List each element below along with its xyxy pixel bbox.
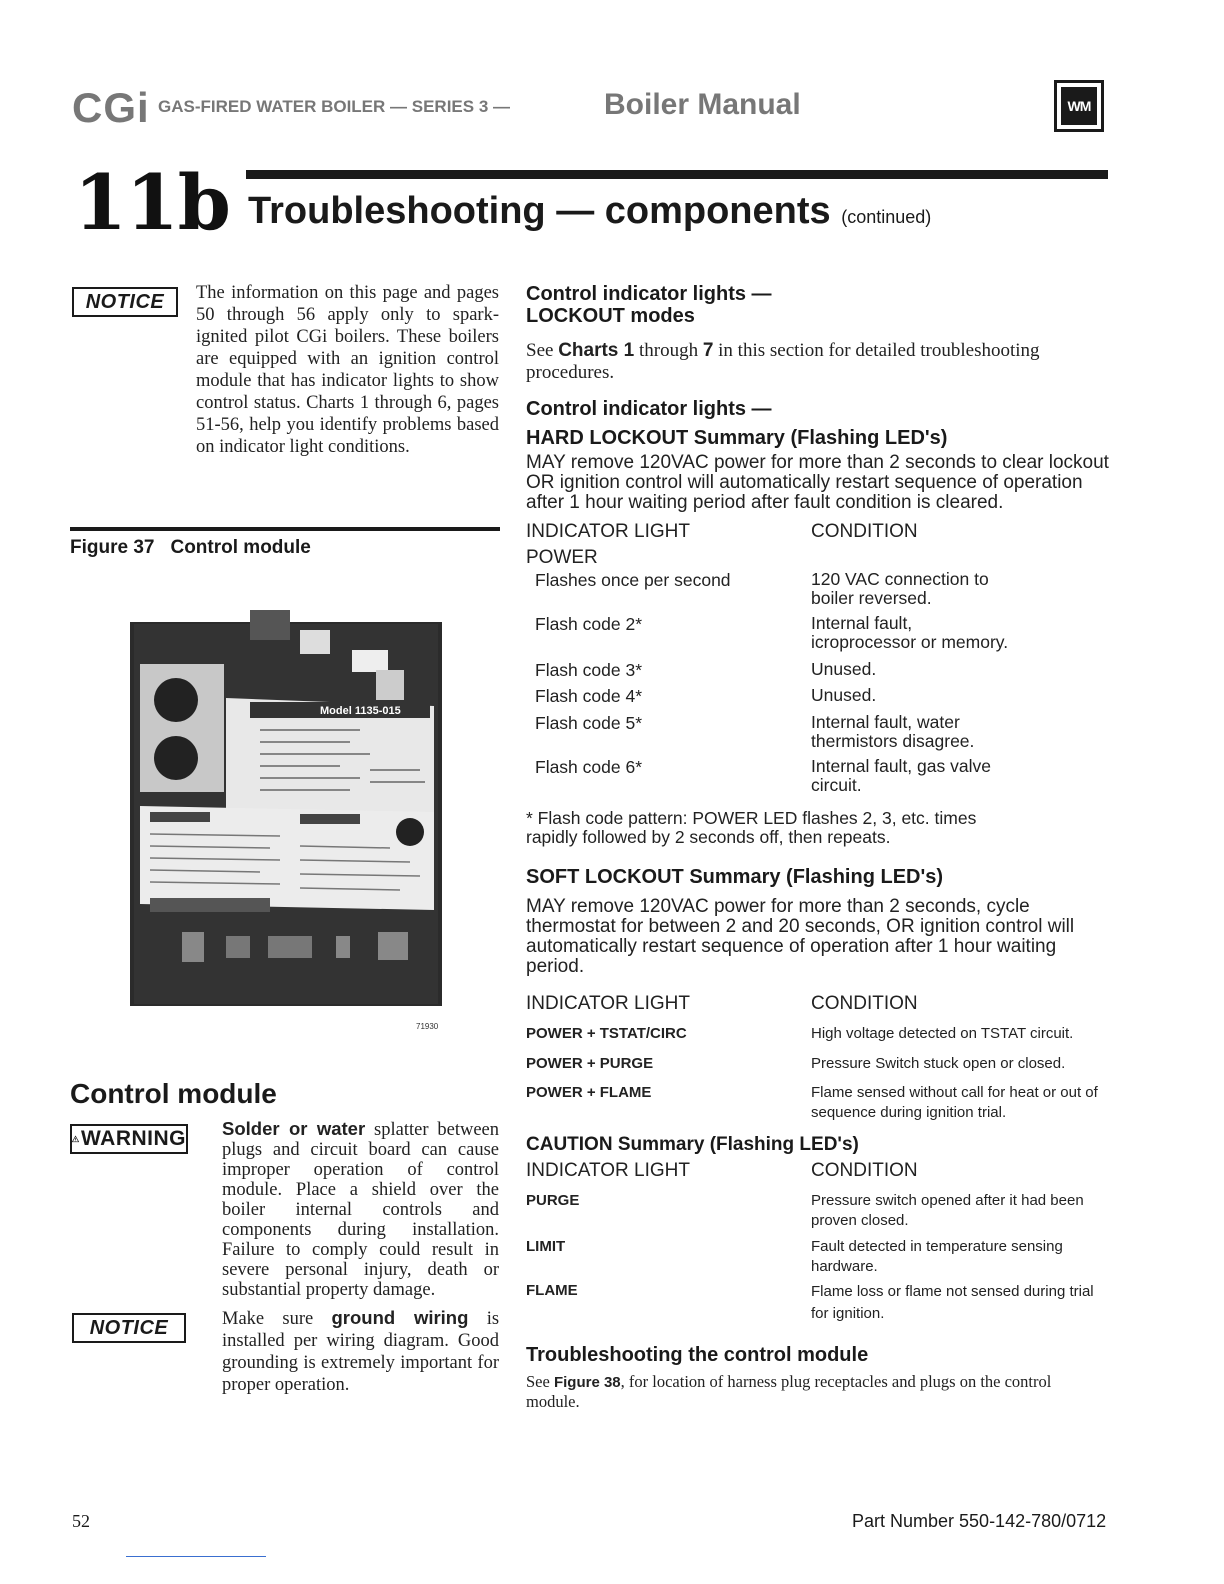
header-brand: CGi xyxy=(72,84,150,131)
hard-row-light: Flash code 3* xyxy=(535,660,643,680)
soft-row-condition: High voltage detected on TSTAT circuit. xyxy=(811,1025,1074,1042)
caution-row-condition: Fault detected in temperature sensing hardware. xyxy=(811,1238,1063,1275)
caution-row-light: LIMIT xyxy=(526,1238,566,1255)
lockout-see: See xyxy=(526,340,554,361)
figure-code: 71930 xyxy=(416,1022,439,1031)
soft-col-condition: CONDITION xyxy=(811,993,918,1014)
hard-row-light: Flash code 2* xyxy=(535,614,643,634)
notice-badge: NOTICE xyxy=(72,287,178,317)
header-manual: Boiler Manual xyxy=(604,88,801,121)
warning-text: splatter between plugs and circuit board can cause improper operation of control module. Place a shield over the boiler internal controls and components during installation. Failure to comply could result in severe personal injury, death or substantial property damage. xyxy=(222,1120,499,1300)
page-number: 52 xyxy=(72,1511,90,1531)
section-title xyxy=(248,190,931,233)
troubleshooting-rest: , for location of harness plug receptacles and plugs on the control module. xyxy=(526,1372,1052,1411)
section-number: 11b xyxy=(74,158,230,247)
hard-lockout-heading2: HARD LOCKOUT Summary (Flashing LED's) xyxy=(526,427,948,449)
section-title-text: Troubleshooting — components xyxy=(248,190,831,232)
lockout-rest: in this section for detailed troubleshooting procedures. xyxy=(526,340,1040,383)
hard-row-condition: Unused. xyxy=(811,685,877,705)
soft-col-light: INDICATOR LIGHT xyxy=(526,993,690,1014)
notice-badge-2: NOTICE xyxy=(72,1313,186,1343)
part-number: Part Number 550-142-780/0712 xyxy=(852,1511,1107,1531)
soft-row-condition: Flame sensed without call for heat or out of sequence during ignition trial. xyxy=(811,1084,1098,1121)
hard-lockout-description: MAY remove 120VAC power for more than 2 seconds to clear lockout OR ignition control will automatically restart sequence of operation after 1 hour waiting period after fault condition is cleared. xyxy=(526,452,1109,513)
lockout-modes-heading xyxy=(526,283,772,327)
caution-col-light: INDICATOR LIGHT xyxy=(526,1160,690,1181)
soft-row-light: POWER + TSTAT/CIRC xyxy=(526,1025,687,1042)
hard-row-light: Flash code 4* xyxy=(535,686,643,706)
soft-row-light: POWER + PURGE xyxy=(526,1055,654,1072)
warning-bold: Solder or water xyxy=(222,1118,366,1139)
hard-col-condition: CONDITION xyxy=(811,521,918,542)
module-model-text: Model 1135-015 xyxy=(320,705,401,717)
troubleshooting-text xyxy=(526,1372,1108,1411)
figure-label: Figure 37 xyxy=(70,537,155,558)
warning-label: WARNING xyxy=(81,1127,186,1150)
soft-row-light: POWER + FLAME xyxy=(526,1084,652,1101)
troubleshooting-figure-ref: Figure 38 xyxy=(553,1374,621,1391)
lockout-charts1: Charts 1 xyxy=(558,340,635,361)
lockout-through: through xyxy=(638,340,699,361)
caution-row-light: PURGE xyxy=(526,1192,580,1209)
notice-text: The information on this page and pages 50 through 56 apply only to spark-ignited pilot CGi boilers. These boilers are equipped with an ignition control module that has indicator lights to show control status. Charts 1 through 6, pages 51-56, help you identify problems based on indicator light conditions. xyxy=(196,283,499,457)
troubleshooting-see: See xyxy=(526,1372,550,1391)
hard-row-condition: Internal fault, gas valve circuit. xyxy=(811,756,991,795)
logo-mark: WM xyxy=(1061,87,1097,125)
hard-row-light: Flash code 6* xyxy=(535,757,643,777)
hard-row-light: Flash code 5* xyxy=(535,713,643,733)
section-rule xyxy=(246,170,1108,179)
soft-lockout-heading: SOFT LOCKOUT Summary (Flashing LED's) xyxy=(526,866,944,888)
lockout-modes-text xyxy=(526,340,1106,384)
ground-notice-text xyxy=(222,1307,499,1396)
figure-rule xyxy=(70,527,500,531)
hard-col-light: INDICATOR LIGHT xyxy=(526,521,690,542)
header-subtitle: GAS-FIRED WATER BOILER — SERIES 3 — xyxy=(158,97,510,116)
hard-row-condition: Internal fault, icroprocessor or memory. xyxy=(811,613,1009,652)
troubleshooting-heading: Troubleshooting the control module xyxy=(526,1344,869,1366)
footer-link-line xyxy=(126,1556,266,1557)
flash-code-footnote: * Flash code pattern: POWER LED flashes 2, 3, etc. times rapidly followed by 2 seconds off, then repeats. xyxy=(526,808,977,847)
caution-heading: CAUTION Summary (Flashing LED's) xyxy=(526,1134,859,1155)
ground-notice-pre: Make sure xyxy=(222,1309,314,1329)
figure-caption xyxy=(70,537,311,559)
lockout-modes-line2: LOCKOUT modes xyxy=(526,305,695,327)
hard-group-power: POWER xyxy=(526,547,598,568)
lockout-charts7: 7 xyxy=(702,340,714,361)
lockout-modes-line1: Control indicator lights — xyxy=(526,283,772,305)
caution-row-condition: Flame loss or flame not sensed during trial for ignition. xyxy=(811,1283,1094,1322)
soft-lockout-description: MAY remove 120VAC power for more than 2 seconds, cycle thermostat for between 2 and 20 seconds, OR ignition control will automatically restart sequence of operation after 1 hour waiting period. xyxy=(526,896,1075,977)
warning-triangle-icon xyxy=(72,1130,79,1148)
warning-text-block xyxy=(222,1119,499,1300)
control-module-title: Control module xyxy=(70,1078,277,1109)
warning-badge xyxy=(70,1124,188,1154)
caution-row-condition: Pressure switch opened after it had been proven closed. xyxy=(811,1192,1084,1229)
figure-title: Control module xyxy=(170,537,311,558)
hard-row-condition: Internal fault, water thermistors disagree. xyxy=(811,712,975,751)
soft-row-condition: Pressure Switch stuck open or closed. xyxy=(811,1055,1066,1072)
caution-row-light: FLAME xyxy=(526,1282,578,1299)
hard-row-condition: Unused. xyxy=(811,659,877,679)
control-module-image xyxy=(130,610,442,1006)
control-module-photo xyxy=(130,610,442,1006)
hard-lockout-heading1: Control indicator lights — xyxy=(526,398,772,420)
ground-notice-rest: is installed per wiring diagram. Good grounding is extremely important for proper operation. xyxy=(222,1309,500,1395)
caution-col-condition: CONDITION xyxy=(811,1160,918,1181)
ground-notice-bold: ground wiring xyxy=(331,1307,469,1328)
brand-logo xyxy=(1054,80,1104,132)
hard-row-light: Flashes once per second xyxy=(535,570,731,590)
section-continued: (continued) xyxy=(841,207,932,227)
hard-row-condition: 120 VAC connection to boiler reversed. xyxy=(811,569,989,608)
